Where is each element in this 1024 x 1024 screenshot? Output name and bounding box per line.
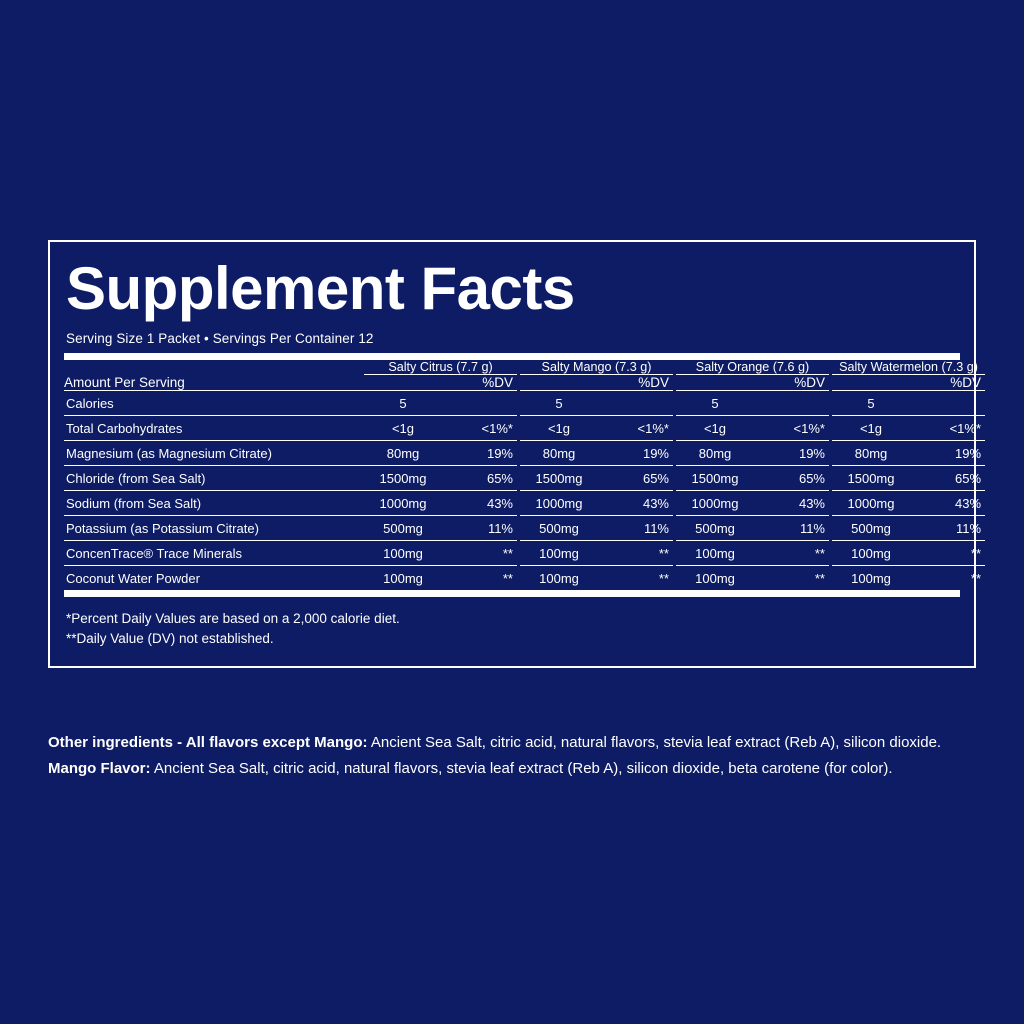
nutrient-dv: 43% (442, 491, 517, 516)
nutrient-dv: ** (658, 570, 669, 586)
footer-rule-thick (64, 590, 960, 597)
nutrient-amount: 1500mg (832, 466, 910, 491)
other-ingredients-text: Ancient Sea Salt, citric acid, natural flavors, stevia leaf extract (Reb A), silicon dioxide. (370, 734, 942, 751)
nutrient-amount: 1000mg (520, 491, 598, 516)
other-ingredients-label: Other ingredients - All flavors except Mango: (48, 734, 368, 751)
nutrient-name: Potassium (as Potassium Citrate) (64, 516, 364, 541)
dv-label-citrus: %DV (442, 375, 517, 391)
nutrient-dv: 11% (910, 516, 985, 541)
nutrient-dv: ** (910, 541, 985, 566)
nutrient-dv (910, 391, 985, 416)
footnote-dv-not-established: **Daily Value (DV) not established. (66, 630, 274, 646)
nutrient-dv (442, 391, 517, 416)
nutrient-dv: 43% (754, 491, 829, 516)
mango-flavor-text: Ancient Sea Salt, citric acid, natural flavors, stevia leaf extract (Reb A), silicon dioxide, beta carotene (for color). (153, 759, 893, 777)
nutrient-dv: 19% (910, 441, 985, 466)
nutrient-amount: 100mg (695, 570, 735, 586)
flavor-header-watermelon: Salty Watermelon (7.3 g) (832, 360, 985, 375)
aps-amt-mango (520, 375, 598, 391)
flavor-header-citrus: Salty Citrus (7.7 g) (364, 360, 517, 375)
nutrient-amount: 1000mg (832, 491, 910, 516)
nutrition-table (64, 360, 985, 590)
nutrient-dv: 11% (442, 516, 517, 541)
table-row (64, 416, 985, 441)
page-title: Supplement Facts (66, 255, 575, 322)
nutrient-dv: 11% (598, 516, 673, 541)
nutrient-dv: ** (598, 541, 673, 566)
aps-amt-orange (676, 375, 754, 391)
nutrient-amount: 1000mg (676, 491, 754, 516)
table-row (64, 491, 985, 516)
table-row (64, 516, 985, 541)
nutrient-dv: 43% (910, 491, 985, 516)
flavor-header-row (64, 360, 985, 375)
nutrient-dv: ** (442, 541, 517, 566)
supplement-facts-panel (48, 240, 982, 668)
nutrient-amount: 80mg (676, 441, 754, 466)
flavor-header-orange: Salty Orange (7.6 g) (676, 360, 829, 375)
nutrient-amount: 80mg (832, 441, 910, 466)
nutrient-name: Coconut Water Powder (66, 570, 200, 586)
nutrient-dv: 19% (442, 441, 517, 466)
nutrient-amount: 500mg (676, 516, 754, 541)
nutrient-dv: ** (502, 570, 513, 586)
nutrient-dv: ** (814, 570, 825, 586)
nutrient-dv: 65% (910, 466, 985, 491)
nutrient-dv: 65% (598, 466, 673, 491)
header-rule-thick (64, 353, 960, 360)
nutrient-dv: 19% (598, 441, 673, 466)
nutrient-dv: 11% (754, 516, 829, 541)
nutrient-name: ConcenTrace® Trace Minerals (64, 541, 364, 566)
other-ingredients (48, 730, 988, 781)
nutrient-amount: 100mg (520, 541, 598, 566)
nutrient-dv: ** (754, 541, 829, 566)
nutrient-dv (598, 391, 673, 416)
nutrient-dv (754, 391, 829, 416)
serving-size-line: Serving Size 1 Packet • Servings Per Container 12 (66, 331, 374, 347)
nutrient-name: Magnesium (as Magnesium Citrate) (64, 441, 364, 466)
nutrient-amount: 100mg (851, 570, 891, 586)
aps-amt-watermelon (832, 375, 910, 391)
nutrient-name: Total Carbohydrates (64, 416, 364, 441)
amount-per-serving-row (64, 375, 985, 391)
nutrient-amount: <1g (832, 416, 910, 441)
nutrient-amount: 100mg (383, 570, 423, 586)
nutrient-dv: 19% (754, 441, 829, 466)
nutrient-amount: <1g (676, 416, 754, 441)
nutrient-amount: 1500mg (676, 466, 754, 491)
nutrient-amount: 500mg (520, 516, 598, 541)
nutrient-amount: 80mg (364, 441, 442, 466)
footnotes (64, 609, 960, 648)
nutrient-amount: 100mg (539, 570, 579, 586)
mango-flavor-label: Mango Flavor: (48, 759, 151, 777)
nutrient-dv: 43% (598, 491, 673, 516)
dv-label-watermelon: %DV (910, 375, 985, 391)
nutrient-amount: 500mg (832, 516, 910, 541)
nutrient-name: Chloride (from Sea Salt) (64, 466, 364, 491)
nutrient-amount: 500mg (364, 516, 442, 541)
nutrient-amount: <1g (520, 416, 598, 441)
nutrient-dv: <1%* (754, 416, 829, 441)
nutrient-dv: <1%* (598, 416, 673, 441)
amount-per-serving-label: Amount Per Serving (64, 375, 364, 391)
footnote-percent-dv: *Percent Daily Values are based on a 2,000 calorie diet. (66, 611, 400, 627)
table-row (64, 441, 985, 466)
nutrient-amount: 5 (832, 391, 910, 416)
table-row (64, 391, 985, 416)
table-row (64, 541, 985, 566)
flavor-header-mango: Salty Mango (7.3 g) (520, 360, 673, 375)
nutrient-amount: 100mg (676, 541, 754, 566)
aps-amt-citrus (364, 375, 442, 391)
other-ingredients-line-2 (48, 756, 988, 782)
nutrient-name: Calories (64, 391, 364, 416)
table-row (64, 466, 985, 491)
nutrient-amount: 5 (676, 391, 754, 416)
nutrient-amount: 5 (364, 391, 442, 416)
nutrient-dv: <1%* (910, 416, 985, 441)
table-row (64, 566, 985, 591)
dv-label-orange: %DV (754, 375, 829, 391)
nutrient-amount: 1500mg (364, 466, 442, 491)
nutrient-dv: 65% (442, 466, 517, 491)
nutrient-name: Sodium (from Sea Salt) (64, 491, 364, 516)
nutrient-amount: 1500mg (520, 466, 598, 491)
nutrient-amount: <1g (364, 416, 442, 441)
nutrient-amount: 5 (520, 391, 598, 416)
nutrient-amount: 80mg (520, 441, 598, 466)
nutrient-dv: 65% (754, 466, 829, 491)
other-ingredients-line-1 (48, 730, 988, 756)
nutrient-amount: 1000mg (364, 491, 442, 516)
nutrient-amount: 100mg (364, 541, 442, 566)
flavor-header-spacer (64, 360, 364, 375)
dv-label-mango: %DV (598, 375, 673, 391)
nutrient-amount: 100mg (832, 541, 910, 566)
nutrient-dv: <1%* (442, 416, 517, 441)
nutrient-dv: ** (970, 570, 982, 586)
